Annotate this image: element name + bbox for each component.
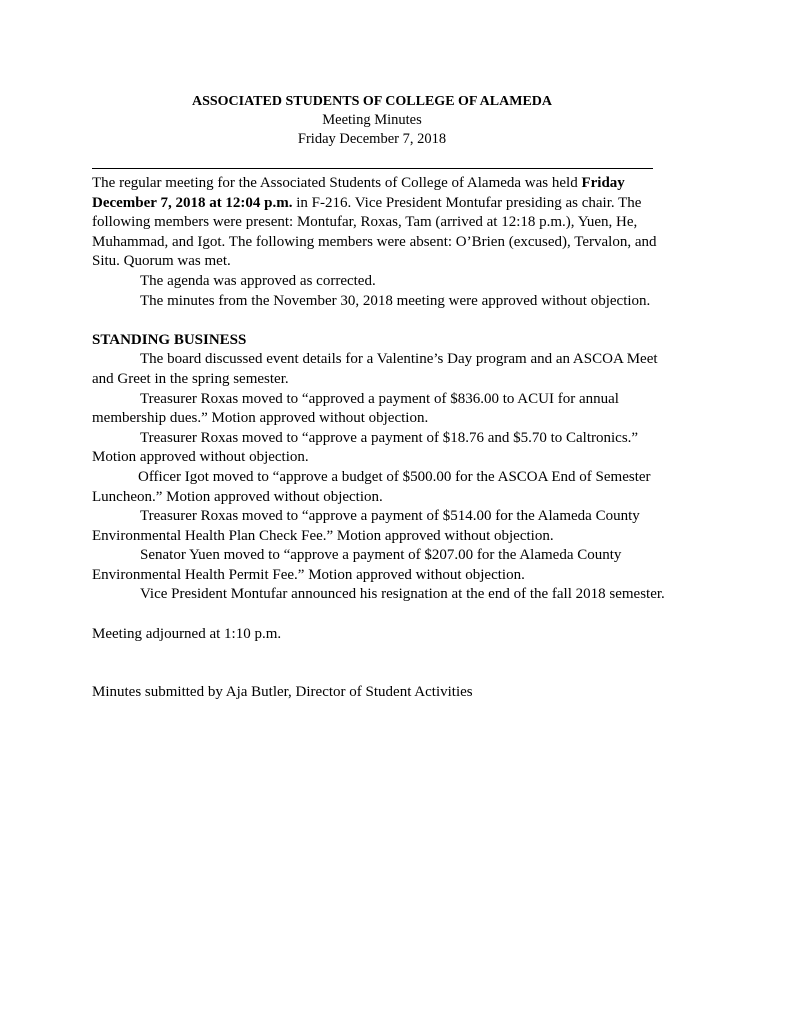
business-line: Environmental Health Permit Fee.” Motion approved without objection. <box>92 566 525 583</box>
intro-line <box>92 194 692 214</box>
business-line: Treasurer Roxas moved to “approve a payment of $18.76 and $5.70 to Caltronics.” <box>140 429 639 446</box>
document-header <box>92 92 652 149</box>
business-item <box>92 429 692 468</box>
business-item <box>92 468 692 507</box>
section-heading <box>92 331 692 351</box>
business-line: Environmental Health Plan Check Fee.” Motion approved without objection. <box>92 527 554 544</box>
document-title: Meeting Minutes <box>322 112 422 128</box>
intro-bold-text: December 7, 2018 at 12:04 p.m. <box>92 194 293 211</box>
business-item <box>92 390 692 429</box>
minutes-approval: The minutes from the November 30, 2018 meeting were approved without objection. <box>140 292 651 309</box>
intro-line <box>92 174 692 194</box>
business-line: and Greet in the spring semester. <box>92 370 289 387</box>
intro-text: in F-216. Vice President Montufar presiding as chair. The <box>292 194 642 211</box>
submitted-by: Minutes submitted by Aja Butler, Director of Student Activities <box>92 684 473 701</box>
spacer <box>92 644 692 683</box>
business-line: Vice President Montufar announced his resignation at the end of the fall 2018 semester. <box>140 586 665 603</box>
business-line: membership dues.” Motion approved without objection. <box>92 410 429 427</box>
section-heading-text: STANDING BUSINESS <box>92 331 247 348</box>
spacer <box>92 605 692 625</box>
business-item <box>92 585 692 605</box>
business-line: Senator Yuen moved to “approve a payment of $207.00 for the Alameda County <box>140 547 622 564</box>
business-line: Officer Igot moved to “approve a budget of $500.00 for the ASCOA End of Semester <box>138 468 651 485</box>
business-item <box>92 546 692 585</box>
business-item <box>92 350 692 389</box>
business-line: Treasurer Roxas moved to “approved a payment of $836.00 to ACUI for annual <box>140 390 619 407</box>
meeting-date: Friday December 7, 2018 <box>297 131 447 147</box>
intro-bold-text: Friday <box>581 175 625 191</box>
agenda-approval: The agenda was approved as corrected. <box>140 272 376 289</box>
intro-line: following members were present: Montufar, Roxas, Tam (arrived at 12:18 p.m.), Yuen, He, <box>92 214 638 231</box>
business-item <box>92 507 692 546</box>
intro-paragraph <box>92 174 692 272</box>
document-body <box>92 174 692 703</box>
adjournment: Meeting adjourned at 1:10 p.m. <box>92 625 282 642</box>
organization-name: ASSOCIATED STUDENTS OF COLLEGE OF ALAMEDA <box>191 94 553 109</box>
business-line: Luncheon.” Motion approved without objection. <box>92 488 383 505</box>
intro-text: The regular meeting for the Associated Students of College of Alameda was held <box>92 175 582 191</box>
business-line: Motion approved without objection. <box>92 449 309 466</box>
business-line: Treasurer Roxas moved to “approve a payment of $514.00 for the Alameda County <box>140 508 640 525</box>
spacer <box>92 311 692 331</box>
business-line: The board discussed event details for a Valentine’s Day program and an ASCOA Meet <box>140 351 658 368</box>
intro-line: Muhammad, and Igot. The following members were absent: O’Brien (excused), Tervalon, and <box>92 233 657 250</box>
intro-line: Situ. Quorum was met. <box>92 253 231 270</box>
header-divider <box>92 168 653 169</box>
